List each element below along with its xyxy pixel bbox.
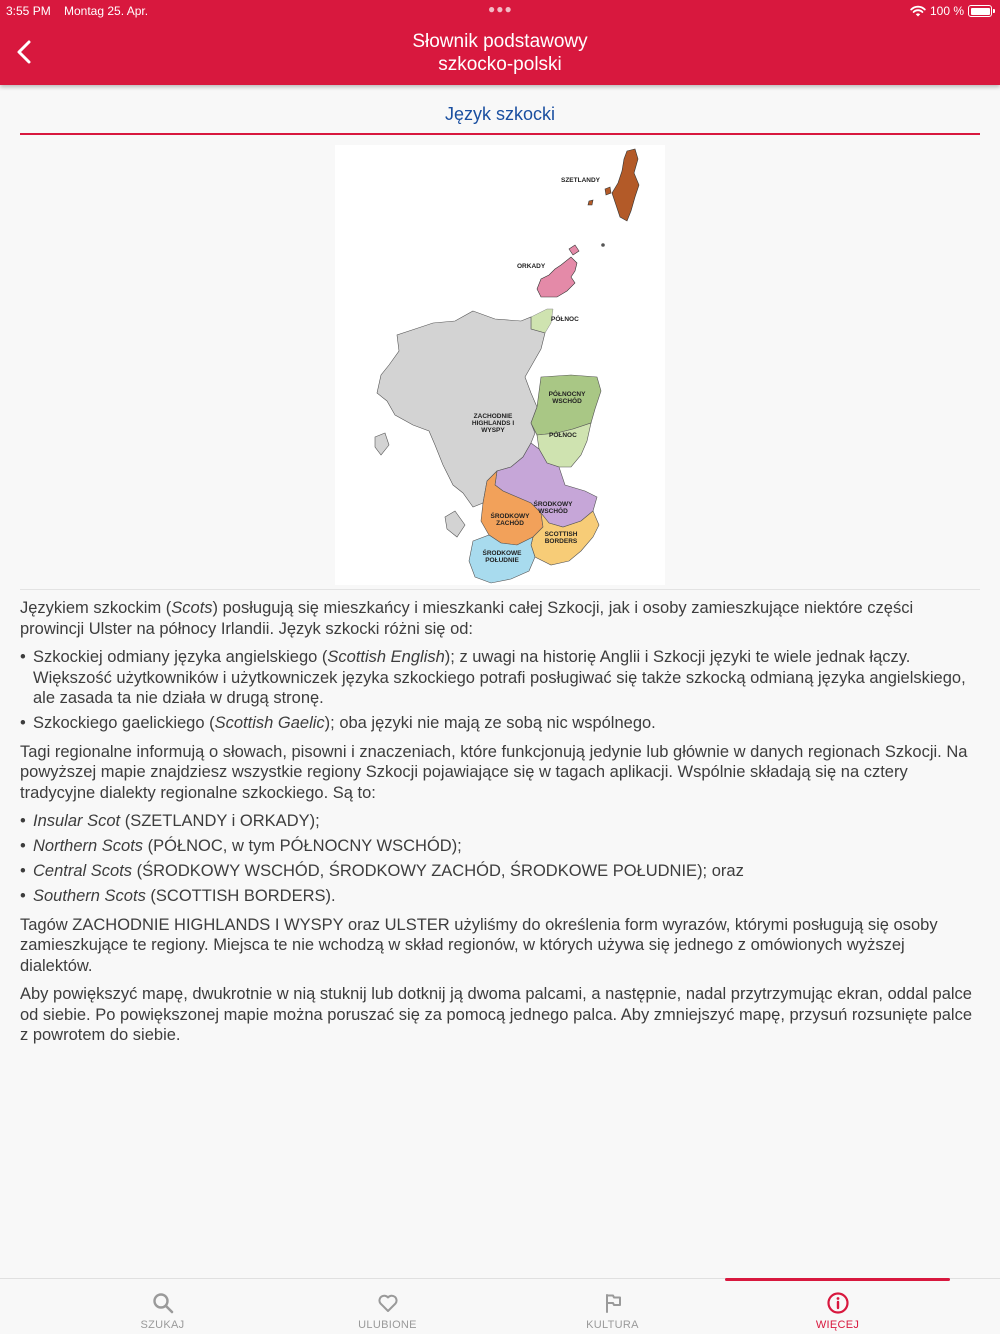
main-content — [20, 85, 980, 1046]
paragraph-intro: Językiem szkockim (Scots) posługują się mieszkańcy i mieszkanki całej Szkocji, jak i osoby zamieszkujące niektóre części prowincji Ulster na północy Irlandii. Język szkocki różni się od: — [20, 599, 914, 638]
paragraph-tags: Tagi regionalne informują o słowach, pisowni i znaczeniach, które funkcjonują jedynie lub głównie w danych regionach Szkocji. Na powyższej mapie znajdziesz wszystkie regiony Szkocji pojawiające się w tagach aplikacji. Wspólnie składają się na cztery tradycyjne dialekty regionalne szkockiego. Są to: — [20, 742, 968, 802]
status-bar — [0, 0, 1000, 22]
map-label-west-highlands: ZACHODNIE HIGHLANDS I WYSPY — [471, 413, 515, 434]
list-item: • Southern Scots (SCOTTISH BORDERS). — [20, 886, 980, 907]
heart-icon — [376, 1291, 400, 1315]
app-header — [0, 0, 1000, 85]
page-title — [200, 30, 800, 76]
map-region-shetland — [588, 149, 639, 221]
back-button[interactable] — [10, 36, 38, 68]
map-label-north-far: PÓŁNOC — [551, 316, 579, 323]
status-indicators — [910, 4, 992, 18]
tab-more-label: WIĘCEJ — [815, 1319, 860, 1331]
tab-culture-label: KULTURA — [586, 1319, 639, 1331]
tab-bar — [0, 1278, 1000, 1334]
map-label-central-west: ŚRODKOWY ZACHÓD — [490, 513, 530, 527]
map-label-central-east: ŚRODKOWY WSCHÓD — [533, 501, 573, 515]
wifi-icon — [910, 5, 926, 17]
list-item: • Szkockiej odmiany języka angielskiego (Scottish English); z uwagi na historię Anglii i Szkocji języki te wiele jednak łączy. Większość użytkowników i użytkowniczek języka szkockiego potrafi posługiwać się także szkocką odmianą języka angielskiego, ale zasada ta nie działa w drugą stronę. — [20, 647, 980, 709]
tab-more[interactable] — [725, 1279, 950, 1334]
tab-favorites-label: ULUBIONE — [358, 1319, 417, 1331]
flag-icon — [601, 1291, 625, 1315]
chevron-left-icon — [16, 39, 32, 65]
map-label-central-south: ŚRODKOWE POŁUDNIE — [482, 550, 522, 564]
tab-search[interactable] — [50, 1279, 275, 1334]
page-title-line1: Słownik podstawowy — [412, 31, 588, 52]
tab-favorites[interactable] — [275, 1279, 500, 1334]
tab-search-label: SZUKAJ — [140, 1319, 185, 1331]
list-item: • Insular Scot (SZETLANDY i ORKADY); — [20, 811, 980, 832]
paragraph-zoom-help: Aby powiększyć mapę, dwukrotnie w nią stuknij lub dotknij ją dwoma palcami, a następnie, nadal przytrzymując ekran, oddal palce od siebie. Po powiększonej mapie można poruszać się za pomocą jednego palca. Aby zmniejszyć mapę, przysuń rozsunięte palce z powrotem do siebie. — [20, 985, 973, 1044]
info-icon — [826, 1291, 850, 1315]
map-label-orkney: ORKADY — [517, 263, 546, 270]
article-body — [20, 598, 980, 1046]
page-title-line2: szkocko-polski — [438, 54, 562, 75]
map-label-north-east: PÓŁNOCNY WSCHÓD — [548, 391, 586, 405]
search-icon — [151, 1291, 175, 1315]
differences-list — [20, 647, 980, 734]
tab-culture[interactable] — [500, 1279, 725, 1334]
map-divider — [20, 589, 980, 590]
map-label-borders: SCOTTISH BORDERS — [544, 531, 578, 545]
battery-percent: 100 % — [929, 4, 964, 18]
section-title: Język szkocki — [444, 104, 556, 124]
map-label-shetland: SZETLANDY — [561, 177, 600, 184]
map-region-orkney — [537, 245, 579, 297]
status-date: Montag 25. Apr. — [64, 4, 149, 18]
section-divider — [20, 133, 980, 135]
map-dot — [601, 243, 605, 247]
list-item: • Szkockiego gaelickiego (Scottish Gaelic); oba języki nie mają ze sobą nic wspólnego. — [20, 713, 980, 734]
map-label-north: PÓŁNOC — [549, 432, 577, 439]
status-time: 3:55 PM — [6, 4, 51, 18]
list-item: • Central Scots (ŚRODKOWY WSCHÓD, ŚRODKOWY ZACHÓD, ŚRODKOWE POŁUDNIE); oraz — [20, 861, 980, 882]
list-item: • Northern Scots (PÓŁNOC, w tym PÓŁNOCNY WSCHÓD); — [20, 836, 980, 857]
map-region-north-far — [531, 309, 553, 333]
dialects-list — [20, 811, 980, 907]
battery-icon — [968, 5, 992, 17]
paragraph-other-tags: Tagów ZACHODNIE HIGHLANDS I WYSPY oraz ULSTER użyliśmy do określenia form wyrazów, którymi posługują się osoby zamieszkujące te regiony. Miejsca te nie wchodzą w skład regionów, w których używa się jednego z omówionych wyższej dialektów. — [20, 915, 938, 975]
scotland-regions-map[interactable] — [335, 145, 665, 585]
multitasking-dots-icon[interactable]: ●●● — [488, 2, 513, 16]
